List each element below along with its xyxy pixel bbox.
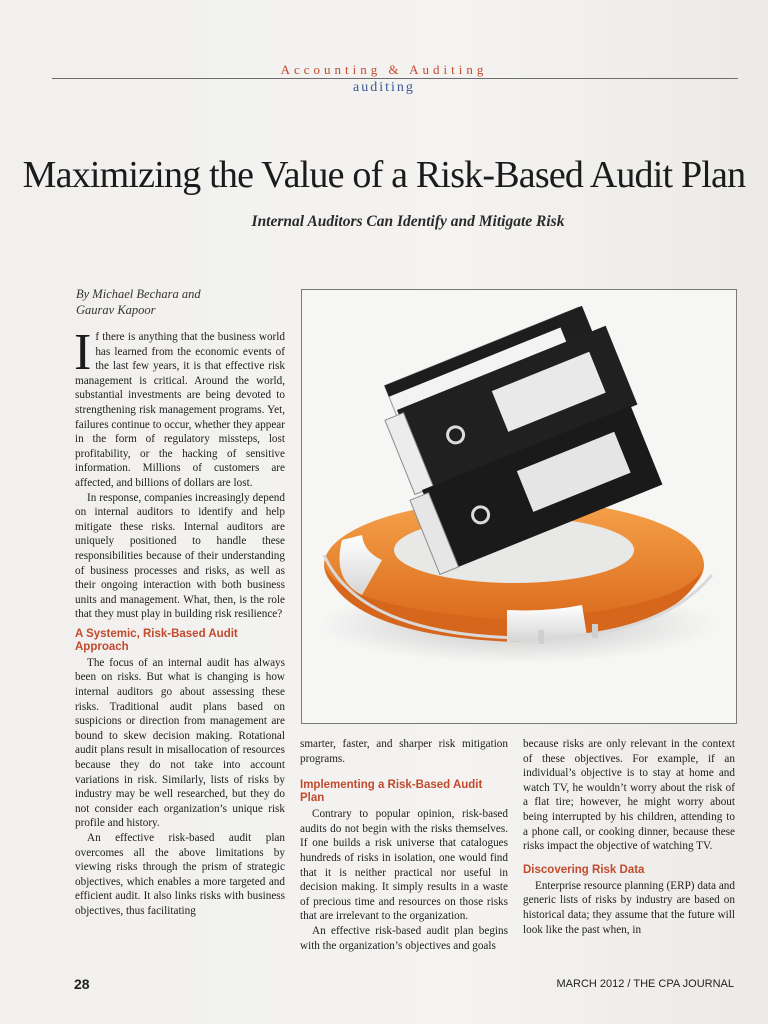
paragraph: An effective risk-based audit plan begins with the organization’s objectives and goals <box>300 924 508 952</box>
page-number: 28 <box>74 976 90 992</box>
paragraph: An effective risk-based audit plan overcomes all the above limitations by viewing risks through the prism of strategic objectives, which enables a more targeted and efficient audit. It also links risks with business objectives, thus facilitating <box>75 832 285 917</box>
drop-cap: I <box>74 324 92 381</box>
section-label: Accounting & Auditing <box>280 62 488 77</box>
paragraph: The focus of an internal audit has always been on risks. But what is changing is how internal auditors go about assessing these risks. Traditional audit plans based on suspicions or direction from management are bound to skew decision making. Rotational audit plans result in misallocation of resources because they do not take into account variations in risk. Similarly, lists of risks by industry may be well researched, but they do not consider each organization’s unique risk profile and history. <box>75 656 285 830</box>
byline-line-2: Gaurav Kapoor <box>76 303 156 317</box>
paragraph: smarter, faster, and sharper risk mitigation programs. <box>300 738 508 765</box>
column-2 <box>300 737 508 953</box>
section-heading: A Systemic, Risk-Based Audit Approach <box>75 627 238 653</box>
header-rule <box>52 78 738 79</box>
article-title: Maximizing the Value of a Risk-Based Audit Plan <box>22 154 746 196</box>
journal-footer: MARCH 2012 / THE CPA JOURNAL <box>556 978 734 990</box>
paragraph: because risks are only relevant in the context of these objectives. For example, if an individual’s objective is to stay at home and watch TV, he wouldn’t worry about the risk of a flat tire; however, he might worry about being interrupted by his children, attending to a phone call, or cooking dinner, because these risks impact the objective of watching TV. <box>523 738 735 853</box>
column-1 <box>74 324 285 919</box>
byline-line-1: By Michael Bechara and <box>76 287 201 301</box>
byline <box>76 286 276 318</box>
paragraph: In response, companies increasingly depend on internal auditors to identify and help mitigate these risks. Internal auditors are uniquely positioned to handle these responsibilities because of their understanding of business processes and risks, as well as their ongoing interaction with both business units and management. What, then, is the role that they must play in building risk resilience? <box>75 491 285 621</box>
article-subtitle: Internal Auditors Can Identify and Mitigate Risk <box>251 213 565 230</box>
paragraph: Contrary to popular opinion, risk-based audits do not begin with the risks themselves. If one builds a risk universe that catalogues hundreds of risks in isolation, one would find that it is neither practical nor useful in decision making. It simply results in a waste of precious time and resources on those risks that are irrelevant to the organization. <box>300 808 508 923</box>
paragraph: Enterprise resource planning (ERP) data and generic lists of risks by industry are based on historical data; they assume that the future will look like the past when, in <box>523 879 735 936</box>
column-3 <box>523 737 735 937</box>
section-heading: Implementing a Risk-Based Audit Plan <box>300 779 483 805</box>
section-heading: Discovering Risk Data <box>523 863 645 876</box>
illustration-frame <box>301 289 737 724</box>
paragraph <box>74 324 285 491</box>
binders-lifebuoy-illustration <box>302 290 736 723</box>
subsection-label: auditing <box>353 80 415 95</box>
paragraph-text: f there is anything that the business world has learned from the economic events of the last few years, it is that effective risk management is critical. Around the world, substantial investments are being devoted to strengthening risk management programs. Yet, failures continue to occur, whether they appear in the form of regulatory missteps, lost profitability, or the hacking of sensitive information. Millions of customers are affected, and billions of dollars are lost. <box>75 331 285 489</box>
